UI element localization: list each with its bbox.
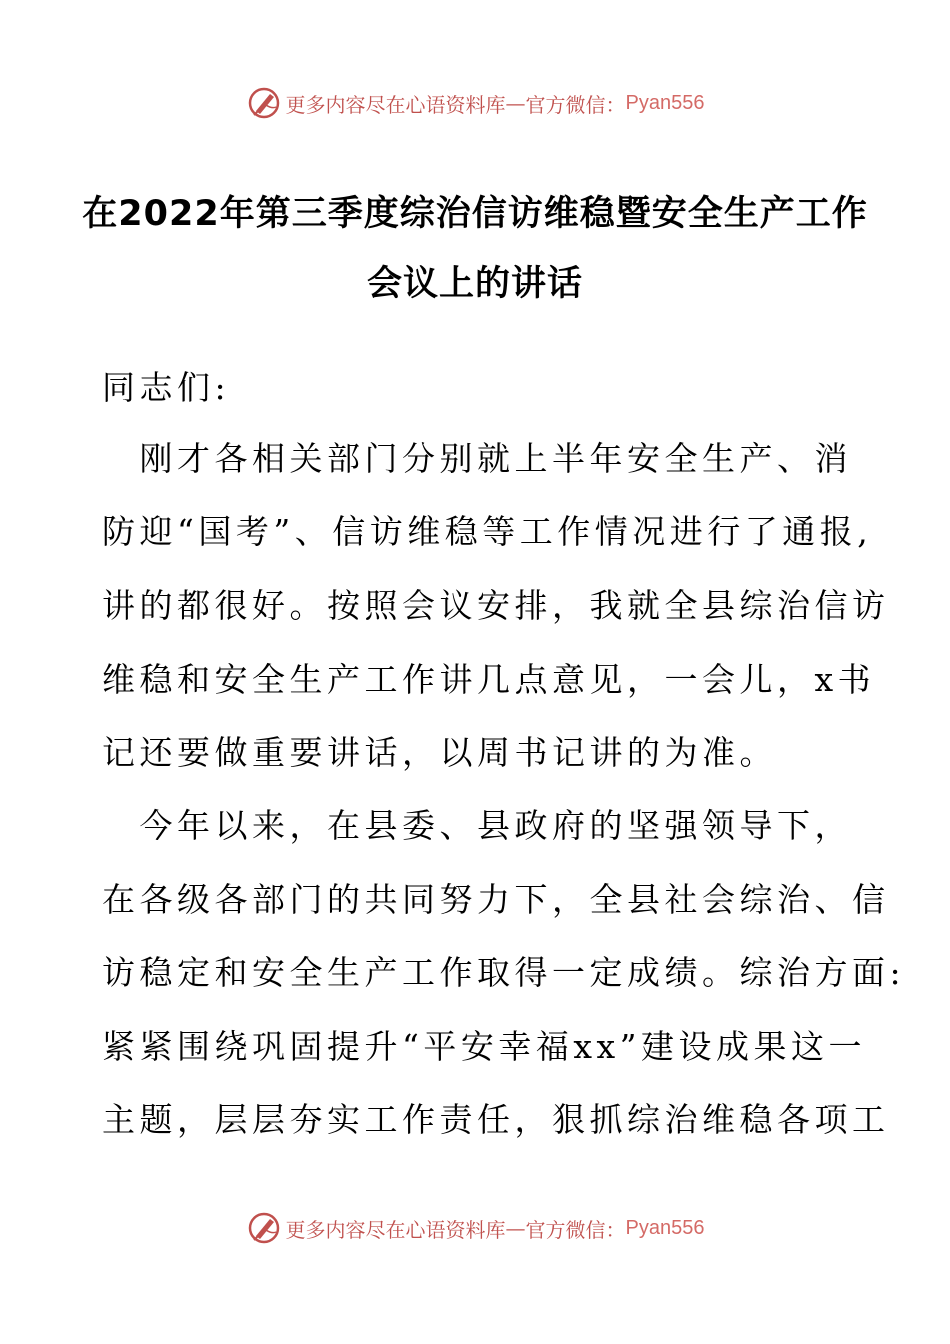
watermark-wechat-label: 官方微信： (525, 92, 626, 117)
body-line: 今年以来，在县委、县政府的坚强领导下， (102, 806, 852, 845)
salutation: 同志们: (102, 368, 231, 407)
header-watermark (0, 78, 950, 128)
body-line: 刚才各相关部门分别就上半年安全生产、消 (102, 439, 852, 478)
watermark-wechat-id: Pyan556 (625, 91, 705, 114)
body-line: 紧紧围绕巩固提升“平安幸福xx”建设成果这一 (102, 1027, 866, 1066)
body-line: 访稳定和安全生产工作取得一定成绩。综治方面: (102, 953, 906, 992)
footer-watermark (0, 1203, 950, 1253)
watermark-dash: — (505, 1216, 526, 1240)
body-line: 讲的都很好。按照会议安排，我就全县综治信访 (102, 586, 890, 625)
pen-logo-icon (246, 1210, 282, 1246)
body-line: 主题，层层夯实工作责任，狠抓综治维稳各项工 (102, 1100, 890, 1139)
body-line: 防迎“国考”、信访维稳等工作情况进行了通报, (102, 512, 873, 551)
watermark-dash: — (505, 91, 526, 115)
body-line: 维稳和安全生产工作讲几点意见，一会儿，x书 (102, 660, 876, 699)
watermark-wechat-label: 官方微信： (525, 1217, 626, 1242)
watermark-text: 更多内容尽在心语资料库 (285, 1217, 506, 1242)
document-title-line-1: 在2022年第三季度综治信访维稳暨安全生产工作 (82, 194, 868, 234)
document-title-line-2: 会议上的讲话 (366, 264, 583, 304)
body-line: 记还要做重要讲话，以周书记讲的为准。 (102, 733, 777, 772)
watermark-text: 更多内容尽在心语资料库 (285, 92, 506, 117)
body-line: 在各级各部门的共同努力下，全县社会综治、信 (102, 880, 890, 919)
pen-logo-icon (246, 85, 282, 121)
watermark-wechat-id: Pyan556 (625, 1216, 705, 1239)
